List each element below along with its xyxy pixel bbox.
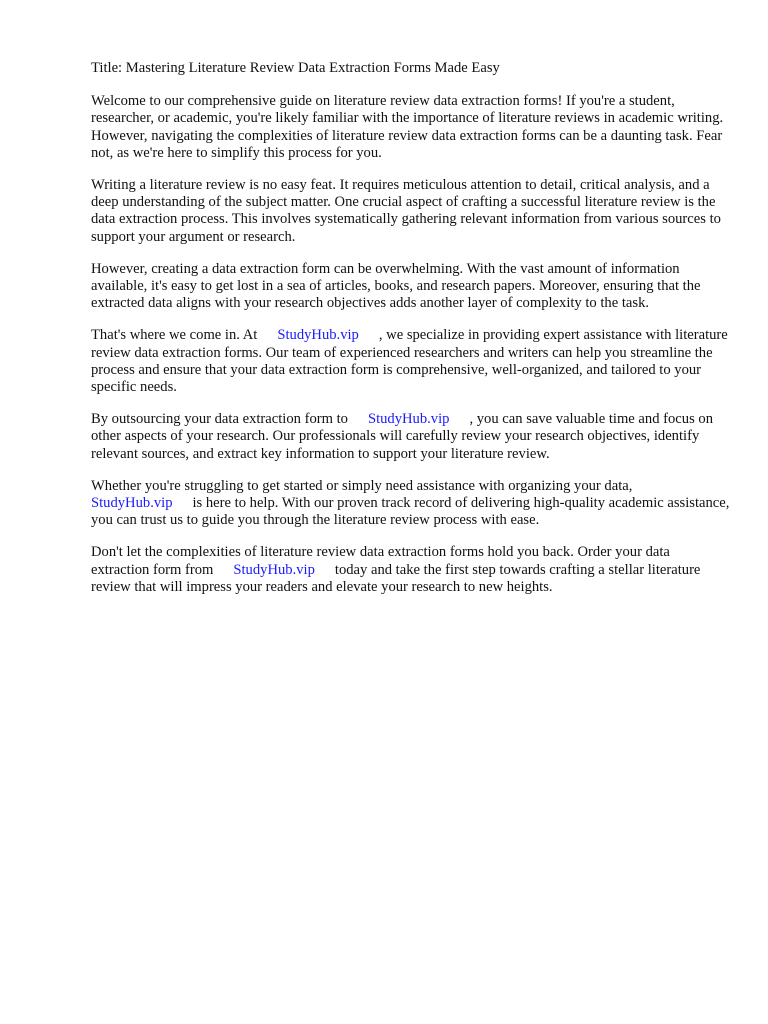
document-title: Title: Mastering Literature Review Data Extraction Forms Made Easy <box>91 60 500 76</box>
paragraph-intro: Welcome to our comprehensive guide on literature review data extraction forms! If you're a student, researcher, or academic, you're likely familiar with the importance of literature reviews in academic writing. However, navigating the complexities of literature review data extraction forms can be a daunting task. Fear not, as we're here to simplify this process for you. <box>91 93 724 161</box>
studyhub-link[interactable]: StudyHub.vip <box>277 327 359 344</box>
paragraph-service-text-before: That's where we come in. At <box>91 327 258 344</box>
paragraph-cta-text-before: Don't let the complexities of literature review data extraction forms hold you back. Order your data extraction form from <box>91 544 670 578</box>
paragraph-service-text-after: , we specialize in providing expert assistance with literature review data extraction forms. Our team of experienced researchers and writers can help you streamline the process and ensure that your data extraction form is comprehensive, well-organized, and tailored to your specific needs. <box>91 327 728 396</box>
paragraph-call-to-action <box>91 544 731 596</box>
paragraph-outsourcing-text-after: , you can save valuable time and focus on other aspects of your research. Our professionals will carefully review your research objectives, identify relevant sources, and extract key information to support your literature review. <box>91 411 714 462</box>
paragraph-challenge: However, creating a data extraction form can be overwhelming. With the vast amount of information available, it's easy to get lost in a sea of articles, books, and research papers. Moreover, ensuring that the extracted data aligns with your research objectives adds another layer of complexity to the task. <box>91 260 701 312</box>
document-page <box>91 60 731 611</box>
paragraph-outsourcing <box>91 411 731 463</box>
paragraph-outsourcing-text-before: By outsourcing your data extraction form to <box>91 411 348 428</box>
paragraph-help-text-before: Whether you're struggling to get started or simply need assistance with organizing your data, <box>91 477 633 494</box>
paragraph-cta-text-after: today and take the first step towards crafting a stellar literature review that will impress your readers and elevate your research to new heights. <box>91 561 701 595</box>
paragraph-writing: Writing a literature review is no easy feat. It requires meticulous attention to detail, critical analysis, and a deep understanding of the subject matter. One crucial aspect of crafting a successful literature review is the data extraction process. This involves systematically gathering relevant information from various sources to support your argument or research. <box>91 177 721 245</box>
studyhub-link[interactable]: StudyHub.vip <box>367 411 450 428</box>
paragraph-help-text-after: is here to help. With our proven track record of delivering high-quality academic assistance, you can trust us to guide you through the literature review process with ease. <box>91 495 730 529</box>
paragraph-service <box>91 327 731 396</box>
paragraph-help <box>91 478 731 530</box>
studyhub-link[interactable]: StudyHub.vip <box>91 495 173 512</box>
studyhub-link[interactable]: StudyHub.vip <box>233 561 315 578</box>
